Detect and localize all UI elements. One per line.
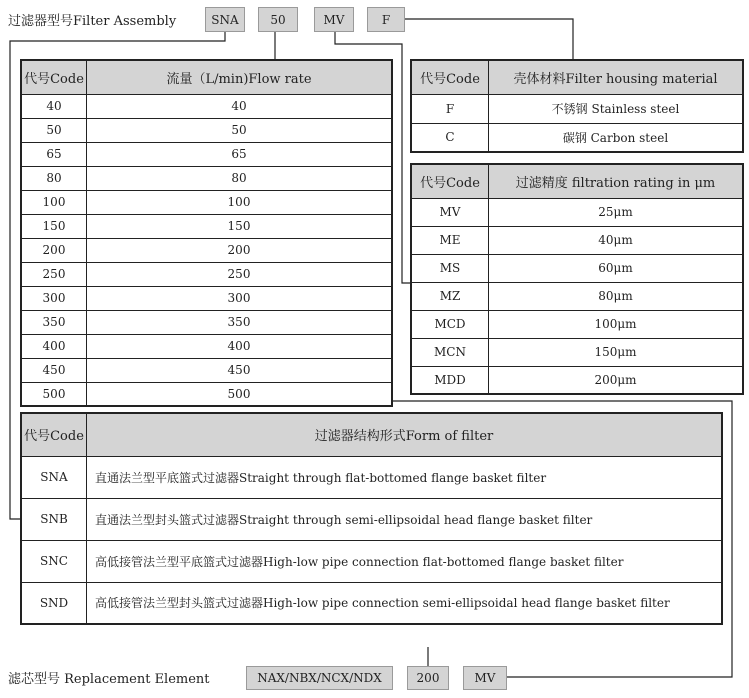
- connector-f: [405, 19, 573, 59]
- rating-col-code: 代号Code: [411, 164, 489, 198]
- value-cell: 直通法兰型封头篮式过滤器Straight through semi-ellipsoidal head flange basket filter: [87, 498, 723, 540]
- footer-code-model: NAX/NBX/NCX/NDX: [246, 666, 393, 690]
- value-cell: 300: [87, 286, 393, 310]
- code-cell: SNA: [21, 456, 87, 498]
- value-cell: 150: [87, 214, 393, 238]
- replacement-element-title: 滤芯型号 Replacement Element: [8, 672, 210, 687]
- flow-table-row: [21, 166, 392, 190]
- code-cell: 400: [21, 334, 87, 358]
- value-cell: 400: [87, 334, 393, 358]
- value-cell: 200: [87, 238, 393, 262]
- code-cell: 100: [21, 190, 87, 214]
- code-cell: 50: [21, 118, 87, 142]
- value-cell: 40μm: [489, 226, 744, 254]
- value-cell: 80μm: [489, 282, 744, 310]
- code-cell: 500: [21, 382, 87, 406]
- value-cell: 高低接管法兰型平底篮式过滤器High-low pipe connection flat-bottomed flange basket filter: [87, 540, 723, 582]
- code-cell: 40: [21, 94, 87, 118]
- rating-col-desc: 过滤精度 filtration rating in μm: [489, 164, 744, 198]
- footer-code-mv: MV: [463, 666, 507, 690]
- flow-table-row: [21, 262, 392, 286]
- flow-table-row: [21, 190, 392, 214]
- code-box-sna: SNA: [205, 7, 245, 32]
- form-col-desc: 过滤器结构形式Form of filter: [87, 413, 723, 456]
- value-cell: 450: [87, 358, 393, 382]
- value-cell: 65: [87, 142, 393, 166]
- value-cell: 250: [87, 262, 393, 286]
- flow-table-row: [21, 238, 392, 262]
- filter-assembly-title: 过滤器型号Filter Assembly: [8, 14, 177, 29]
- code-cell: ME: [411, 226, 489, 254]
- form-table: [20, 412, 723, 625]
- code-box-material: F: [367, 7, 405, 32]
- value-cell: 80: [87, 166, 393, 190]
- code-cell: 80: [21, 166, 87, 190]
- value-cell: 不锈钢 Stainless steel: [489, 94, 744, 123]
- value-cell: 直通法兰型平底篮式过滤器Straight through flat-bottomed flange basket filter: [87, 456, 723, 498]
- flow-table-row: [21, 94, 392, 118]
- code-box-flow: 50: [258, 7, 298, 32]
- material-col-code: 代号Code: [411, 60, 489, 94]
- form-table-row: [21, 456, 722, 498]
- rating-table-row: [411, 198, 743, 226]
- footer-code-rating: 200: [407, 666, 449, 690]
- material-table-row: [411, 94, 743, 123]
- value-cell: 高低接管法兰型封头篮式过滤器High-low pipe connection semi-ellipsoidal head flange basket filter: [87, 582, 723, 624]
- code-cell: MV: [411, 198, 489, 226]
- code-cell: F: [411, 94, 489, 123]
- flow-table-row: [21, 382, 392, 406]
- rating-table-row: [411, 254, 743, 282]
- code-cell: C: [411, 123, 489, 152]
- flow-rate-table: [20, 59, 393, 407]
- value-cell: 150μm: [489, 338, 744, 366]
- value-cell: 500: [87, 382, 393, 406]
- code-cell: 200: [21, 238, 87, 262]
- code-cell: 150: [21, 214, 87, 238]
- value-cell: 350: [87, 310, 393, 334]
- code-cell: MCN: [411, 338, 489, 366]
- form-table-row: [21, 498, 722, 540]
- code-cell: 300: [21, 286, 87, 310]
- code-cell: 350: [21, 310, 87, 334]
- rating-table-row: [411, 338, 743, 366]
- code-cell: MDD: [411, 366, 489, 394]
- rating-table-row: [411, 310, 743, 338]
- code-cell: MCD: [411, 310, 489, 338]
- material-col-desc: 壳体材料Filter housing material: [489, 60, 744, 94]
- flow-table-row: [21, 334, 392, 358]
- value-cell: 100μm: [489, 310, 744, 338]
- material-table-row: [411, 123, 743, 152]
- flow-table-row: [21, 310, 392, 334]
- flow-table-row: [21, 358, 392, 382]
- value-cell: 40: [87, 94, 393, 118]
- rating-table: [410, 163, 744, 395]
- value-cell: 60μm: [489, 254, 744, 282]
- value-cell: 200μm: [489, 366, 744, 394]
- rating-table-row: [411, 366, 743, 394]
- code-cell: MZ: [411, 282, 489, 310]
- form-col-code: 代号Code: [21, 413, 87, 456]
- code-cell: SND: [21, 582, 87, 624]
- flow-col-code: 代号Code: [21, 60, 87, 94]
- flow-table-row: [21, 118, 392, 142]
- code-box-rating: MV: [314, 7, 354, 32]
- code-cell: 65: [21, 142, 87, 166]
- rating-table-row: [411, 282, 743, 310]
- code-cell: 250: [21, 262, 87, 286]
- form-table-row: [21, 582, 722, 624]
- code-cell: SNB: [21, 498, 87, 540]
- rating-table-row: [411, 226, 743, 254]
- value-cell: 25μm: [489, 198, 744, 226]
- flow-col-desc: 流量（L/min)Flow rate: [87, 60, 393, 94]
- flow-table-row: [21, 142, 392, 166]
- code-cell: SNC: [21, 540, 87, 582]
- material-table: [410, 59, 744, 153]
- value-cell: 100: [87, 190, 393, 214]
- value-cell: 碳钢 Carbon steel: [489, 123, 744, 152]
- form-table-row: [21, 540, 722, 582]
- code-cell: MS: [411, 254, 489, 282]
- flow-table-row: [21, 214, 392, 238]
- code-cell: 450: [21, 358, 87, 382]
- flow-table-row: [21, 286, 392, 310]
- value-cell: 50: [87, 118, 393, 142]
